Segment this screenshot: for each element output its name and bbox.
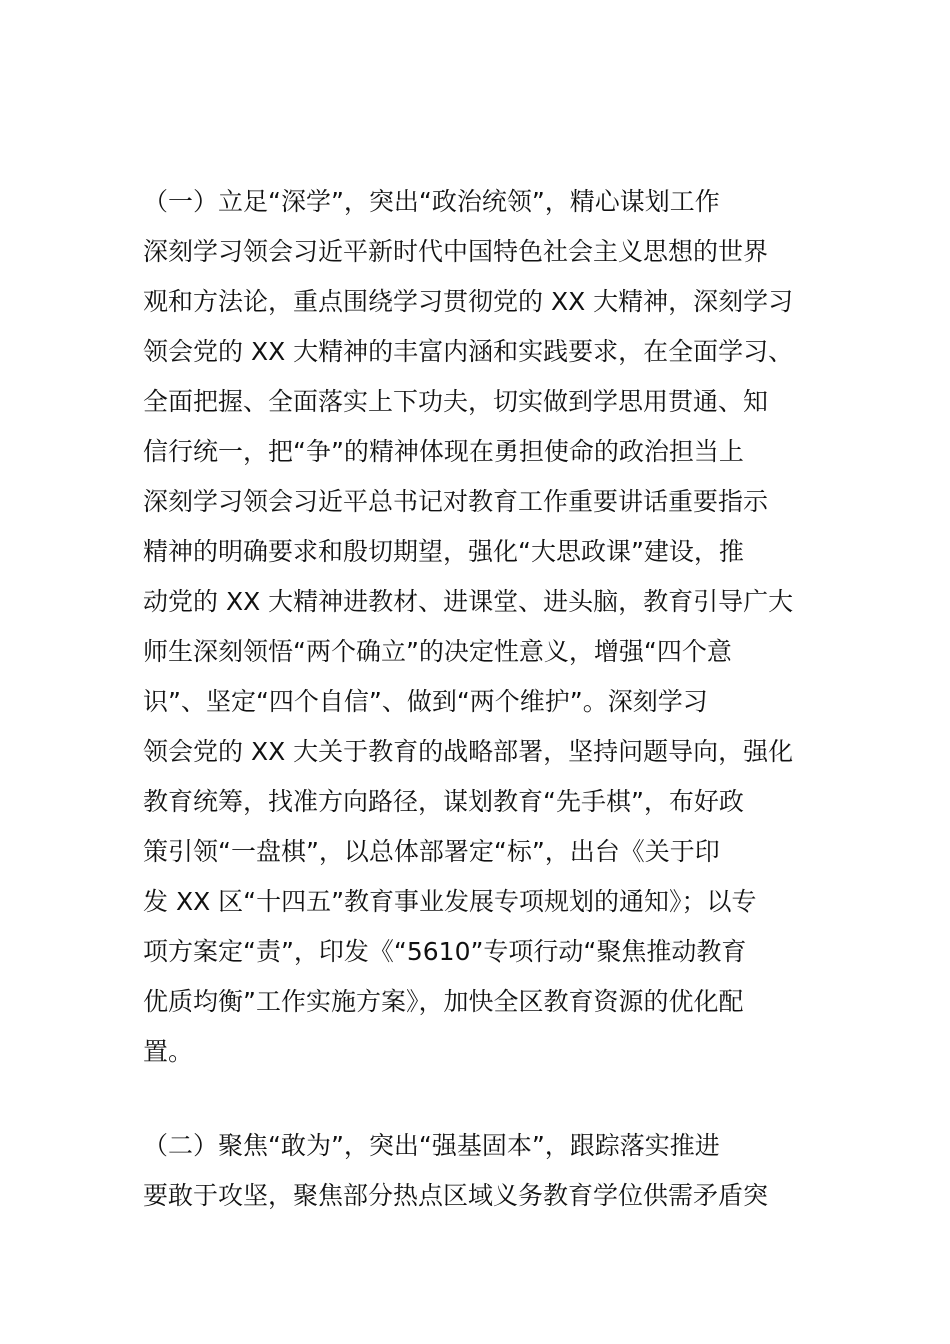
body-line: 要敢于攻坚，聚焦部分热点区域义务教育学位供需矛盾突 bbox=[143, 1181, 769, 1210]
body-line: 全面把握、全面落实上下功夫，切实做到学思用贯通、知 bbox=[143, 387, 769, 416]
body-line: 策引领“一盘棋”，以总体部署定“标”，出台《关于印 bbox=[143, 837, 720, 866]
body-line: 深刻学习领会习近平新时代中国特色社会主义思想的世界 bbox=[143, 237, 769, 266]
body-line: 项方案定“责”，印发《“5610”专项行动“聚焦推动教育 bbox=[143, 937, 747, 966]
body-line: 观和方法论，重点围绕学习贯彻党的 XX 大精神，深刻学习 bbox=[143, 287, 794, 316]
body-line: 深刻学习领会习近平总书记对教育工作重要讲话重要指示 bbox=[143, 487, 769, 516]
body-line: 精神的明确要求和殷切期望，强化“大思政课”建设，推 bbox=[143, 537, 744, 566]
section-1-heading: （一）立足“深学”，突出“政治统领”，精心谋划工作 bbox=[143, 187, 720, 216]
section-1 bbox=[143, 177, 813, 1077]
section-2 bbox=[143, 1121, 813, 1221]
body-line: 优质均衡”工作实施方案》，加快全区教育资源的优化配 bbox=[143, 987, 744, 1016]
body-line: 教育统筹，找准方向路径，谋划教育“先手棋”，布好政 bbox=[143, 787, 744, 816]
body-line: 置。 bbox=[143, 1037, 194, 1066]
body-line: 领会党的 XX 大关于教育的战略部署，坚持问题导向，强化 bbox=[143, 737, 794, 766]
body-line: 信行统一，把“争”的精神体现在勇担使命的政治担当上 bbox=[143, 437, 744, 466]
body-line: 发 XX 区“十四五”教育事业发展专项规划的通知》；以专 bbox=[143, 887, 757, 916]
body-line: 师生深刻领悟“两个确立”的决定性意义，增强“四个意 bbox=[143, 637, 732, 666]
body-line: 识”、坚定“四个自信”、做到“两个维护”。深刻学习 bbox=[143, 687, 708, 716]
section-2-heading: （二）聚焦“敢为”，突出“强基固本”，跟踪落实推进 bbox=[143, 1131, 720, 1160]
body-line: 动党的 XX 大精神进教材、进课堂、进头脑，教育引导广大 bbox=[143, 587, 794, 616]
body-line: 领会党的 XX 大精神的丰富内涵和实践要求，在全面学习、 bbox=[143, 337, 794, 366]
